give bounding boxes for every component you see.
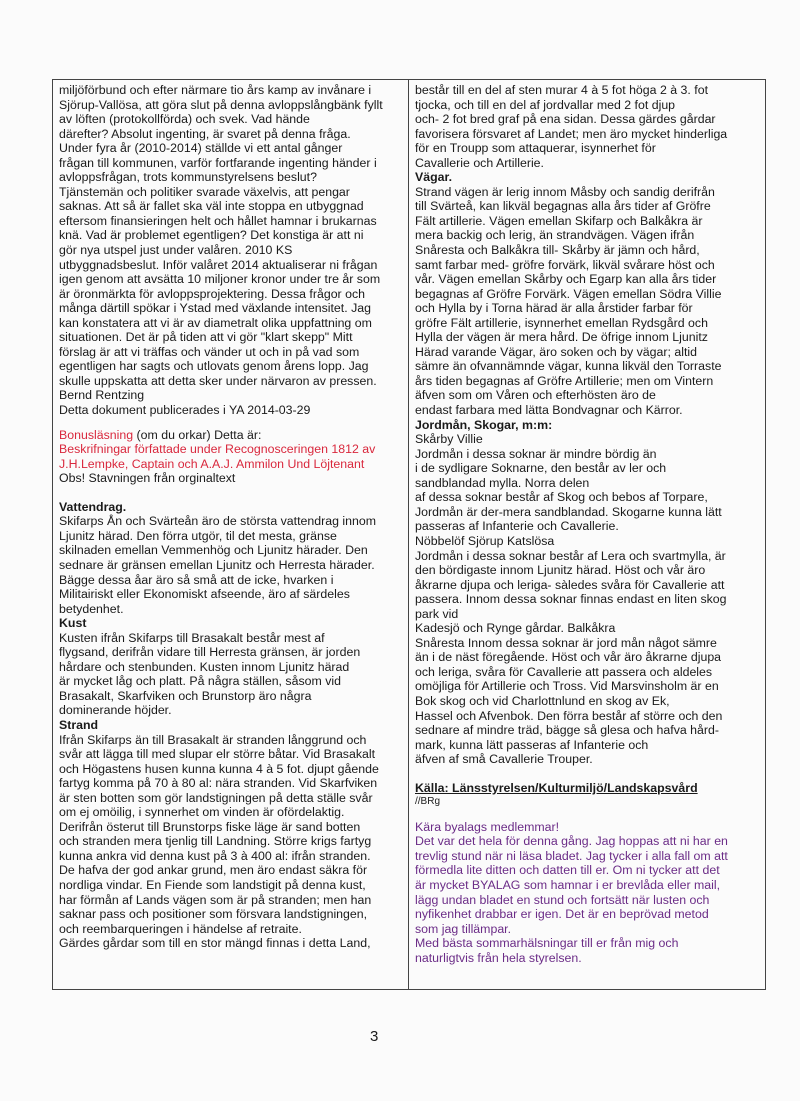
jordman-heading: Jordmån, Skogar, m:m: [415, 417, 553, 432]
source-citation: Källa: Länsstyrelsen/Kulturmiljö/Landskapsvård [415, 780, 698, 795]
text-line: fartyg komma på 70 à 80 al: nära stranden. Vid Skarfviken [59, 776, 378, 791]
text-line: skilnaden emellan Vemmenhög och Ljunitz härader. Den [59, 543, 368, 558]
text-line: till Svärteå, kan likväl begagnas alla års tider af Gröfre [415, 199, 711, 214]
text-line: äfven af små Cavallerie Trouper. [415, 752, 593, 767]
text-line: begagnas af Gröfre Forvärk. Vägen emellan Södra Villie [415, 286, 722, 301]
text-line: endast farbara med lätta Bondvagnar och Kärror. [415, 403, 683, 418]
text-line: omöjliga för Artillerie och Tross. Vid Marsvinsholm är en [415, 679, 719, 694]
text-line: Fält artillerie. Vägen emellan Skifarp och Balkåkra är [415, 213, 703, 228]
text-line: af dessa soknar består af Skog och bebos af Torpare, [415, 490, 708, 505]
text-line: Jordmån i dessa soknar är mindre bördig än [415, 446, 657, 461]
text-line: Hassel och Afvenbok. Den förra består af större och den [415, 708, 723, 723]
text-line: Snåresta och Balkåkra till- Skårby är jämn och hård, [415, 243, 700, 258]
text-line: betydenhet. [59, 601, 124, 616]
text-line: Snåresta Innom dessa soknar är jord mån något sämre [415, 635, 717, 650]
text-line: och Högastens husen kunna kunna 4 à 5 fot. djupt gående [59, 761, 379, 776]
text-line: och Hylla by i Torna härad är alla årstider farbar för [415, 301, 693, 316]
text-line: passera. Innom dessa soknar finnas endast en liten skog [415, 592, 727, 607]
text-line: frågan till kommunen, varför fortfarande ingenting händer i [59, 155, 377, 170]
text-line: är mycket BYALAG som hamnar i er brevlåda eller mail, [415, 877, 721, 892]
text-line: har förmån af Lands vägen som är på stranden; men han [59, 892, 372, 907]
text-line: gör nya utspel just under valåren. 2010 KS [59, 243, 293, 258]
greeting-text [415, 820, 761, 965]
text-line: tjocka, och till en del af jordvallar med 2 fot djup [415, 97, 676, 112]
text-line: Kusten ifrån Skifarps till Brasakalt består mest af [59, 630, 325, 645]
text-line: hårdare och stenbunden. Kusten innom Ljunitz härad [59, 659, 350, 674]
gardesgardar-text [415, 83, 761, 170]
text-line: Strand vägen är lerig innom Måsby och sandig derifrån [415, 184, 715, 199]
text-line: i de sydligare Soknarne, den består av ler och [415, 461, 667, 476]
vattendrag-heading: Vattendrag. [59, 499, 127, 514]
text-line: vår. Vägen emellan Skårby och Egarp kan alla års tider [415, 272, 717, 287]
text-line: kan konstatera att vi är av diametralt olika uppfattning om [59, 315, 372, 330]
text-line: åkrarne djupa och leriga- sàledes svåra för Cavallerie att [415, 577, 725, 592]
text-line: därefter? Absolut ingenting, är svaret på denna fråga. [59, 126, 351, 141]
text-line: och leriga, svåra för Cavallerie att passera och aldeles [415, 664, 713, 679]
signature: //BRg [415, 796, 441, 808]
text-line: saknar pass och positioner som försvara landstigningen, [59, 907, 368, 922]
text-line: för en Troupp som attaquerar, isynnerhet för [415, 141, 656, 156]
text-line: är sten botten som gör landstigningen på detta ställe svår [59, 790, 373, 805]
text-line: Härad varande Vägar, äro soken och by vägar; altid [415, 344, 698, 359]
strand-heading: Strand [59, 717, 99, 732]
text-line: favorisera försvaret af Landet; men äro mycket hinderliga [415, 126, 728, 141]
text-line: naturligtvis från hela styrelsen. [415, 950, 582, 965]
text-line: förslag är att vi träffas och vänder ut och in på vad som [59, 344, 360, 359]
bonus-line [59, 428, 404, 443]
text-line: Detta dokument publicerades i YA 2014-03-29 [59, 403, 311, 418]
right-column [409, 80, 765, 989]
text-line: sämre än ofvannämnde vägar, kunna likväl den Torraste [415, 359, 722, 374]
text-line: trevlig stund när ni läsa bladet. Jag tycker i alla fall om att [415, 848, 728, 863]
page-frame [52, 79, 766, 990]
text-line: är mycket låg och platt. På några ställen, såsom vid [59, 674, 341, 689]
text-line: förmedla lite ditten och datten till er. Om ni tycker att det [415, 863, 720, 878]
text-line: många därtill spökar i Ystad med växlande intensitet. Jag [59, 301, 371, 316]
vagar-text [415, 185, 761, 418]
text-line: mark, kunna lätt passeras af Infanterie och [415, 737, 649, 752]
text-line: utbyggnadsbeslut. Inför valåret 2014 aktualiserar ni frågan [59, 257, 378, 272]
text-line: Jordmån är der-mera sandblandad. Skogarne kunna lätt [415, 504, 722, 519]
kust-text [59, 631, 404, 718]
text-line: eftersom finansieringen helt och hållet hamnar i brukarnas [59, 213, 377, 228]
text-line: Kära byalags medlemmar! [415, 819, 560, 834]
text-line: Med bästa sommarhälsningar till er från mig och [415, 936, 679, 951]
page-number: 3 [370, 1028, 379, 1045]
text-line: gröfre Fält artillerie, isynnerhet emellan Rydsgård och [415, 315, 708, 330]
text-line: Gärdes gårdar som till en stor mängd finnas i detta Land, [59, 936, 371, 951]
text-line: av löften (protokollförda) och svek. Vad hände [59, 112, 310, 127]
text-line: Skifarps Ån och Svärteån äro de största vattendrag innom [59, 514, 376, 529]
bonus-rest: (om du orkar) Detta är: [133, 427, 262, 442]
text-line: sednare är gränsen emellan Ljunitz och Herresta härader. [59, 557, 375, 572]
text-line: som jag tillämpar. [415, 921, 512, 936]
text-line: Cavallerie och Artillerie. [415, 155, 544, 170]
text-line: igen genom att avsätta 10 miljoner kronor under tre år som [59, 272, 381, 287]
text-line: den bördigaste innom Ljunitz härad. Höst och vår äro [415, 563, 706, 578]
bonus-heading: Bonusläsning [59, 427, 134, 442]
text-line: Jordmån i dessa soknar består af Lera och svartmylla, är [415, 548, 726, 563]
text-line: Kadesjö och Rynge gårdar. Balkåkra [415, 621, 616, 636]
text-line: situationen. Det är på tiden att vi gör "klart skepp" Mitt [59, 330, 353, 345]
text-line: Nöbbelöf Sjörup Katslösa [415, 533, 555, 548]
text-line: sandblandad mylla. Norra delen [415, 475, 590, 490]
text-line: nyfikenhet drabbar er igen. Det är en beprövad metod [415, 907, 709, 922]
text-line: skulle uppskatta att detta sker under närvaron av pressen. [59, 373, 377, 388]
text-line: De hafva der god ankar grund, men äro endast säkra för [59, 863, 368, 878]
text-line: Det var det hela för denna gång. Jag hoppas att ni har en [415, 834, 728, 849]
text-line: och- 2 fot bred graf på ena sidan. Dessa gärdes gårdar [415, 112, 716, 127]
text-line: miljöförbund och efter närmare tio års kamp av invånare i [59, 83, 372, 97]
text-line: saknas. Att så är fallet ska väl inte stoppa en utbyggnad [59, 199, 364, 214]
text-line: kunna ankra vid denna kust på 3 à 400 al: ifrån stranden. [59, 848, 371, 863]
text-line: flygsand, derifrån vidare till Herresta gränsen, är jorden [59, 645, 361, 660]
text-line: Ifrån Skifarps än till Brasakalt är stranden långgrund och [59, 732, 367, 747]
text-line: är öronmärkta för avloppsprojektering. Dessa frågor och [59, 286, 365, 301]
text-line: passeras af Infanterie och Cavallerie. [415, 519, 619, 534]
text-line: Beskrifningar författade under Recognosceringen 1812 av [59, 442, 376, 457]
text-line: egentligen har sagts och utlovats genom årens lopp. Jag [59, 359, 369, 374]
text-line: knä. Vad är problemet egentligen? Det konstiga är att ni [59, 228, 364, 243]
text-line: Hylla der vägen är mera hård. De öfrige innom Ljunitz [415, 330, 708, 345]
text-line: svår att lägga till med slupar elr större båtar. Vid Brasakalt [59, 747, 376, 762]
vattendrag-text [59, 514, 404, 616]
text-line: och reembarqueringen i händelse af retraite. [59, 921, 302, 936]
text-line: än i de näst föregående. Höst och vår äro åkrarne djupa [415, 650, 722, 665]
text-line: lägg undan bladet en stund och fortsätt när lusten och [415, 892, 710, 907]
text-line: dominerande höjder. [59, 703, 172, 718]
text-line: Derifrån österut till Brunstorps fiske läge är sand botten [59, 819, 361, 834]
text-line: Ljunitz härad. Den förra utgör, til det mesta, gränse [59, 528, 337, 543]
text-line: Militairiskt eller Ekonomiskt afseende, äro af särdeles [59, 587, 350, 602]
text-line: Sjörup-Vallösa, att göra slut på denna avloppslångbänk fyllt [59, 97, 383, 112]
text-line: äfven som om Våren och efterhösten äro de [415, 388, 656, 403]
text-line: J.H.Lempke, Captain och A.A.J. Ammilon Und Löjtenant [59, 456, 365, 471]
text-line: Bägge dessa åar äro så små att de icke, hvarken i [59, 572, 334, 587]
text-line: Bok skog och vid Charlottnlund en skog av Ek, [415, 693, 670, 708]
text-line: års tiden begagnas af Gröfre Artillerie; men om Vintern [415, 373, 714, 388]
text-line: sednare af mindre träd, bägge så glesa och hafva hård- [415, 723, 719, 738]
left-column [53, 80, 409, 989]
bonus-source [59, 442, 404, 471]
text-line: om ej omöilig, i synnerhet om vinden är ofördelaktig. [59, 805, 345, 820]
text-line: avloppsfrågan, trots kommunstyrelsens beslut? [59, 170, 317, 185]
text-line: Tjänstemän och politiker svarade växelvis, att pengar [59, 184, 350, 199]
text-line: mera backig och lerig, än strandvägen. Vägen ifrån [415, 228, 695, 243]
text-line: Brasakalt, Skarfviken och Brunstorp äro några [59, 688, 312, 703]
bonus-note: Obs! Stavningen från orginaltext [59, 471, 236, 486]
text-line: park vid [415, 606, 459, 621]
text-line: samt farbar med- gröfre forvärk, likväl svårare höst och [415, 257, 715, 272]
kust-heading: Kust [59, 616, 87, 631]
text-line: Bernd Rentzing [59, 388, 145, 403]
strand-text [59, 733, 404, 951]
text-line: består till en del af sten murar 4 à 5 fot höga 2 à 3. fot [415, 83, 708, 97]
vagar-heading: Vägar. [415, 170, 453, 185]
intro-text [59, 83, 404, 418]
text-line: och stranden mera tjenlig till Landning. Större krigs fartyg [59, 834, 372, 849]
text-line: Skårby Villie [415, 432, 483, 447]
jordman-text [415, 432, 761, 767]
text-line: Under fyra år (2010-2014) ställde vi ett antal gånger [59, 141, 343, 156]
text-line: nordliga vindar. En Fiende som landstigit på denna kust, [59, 877, 366, 892]
